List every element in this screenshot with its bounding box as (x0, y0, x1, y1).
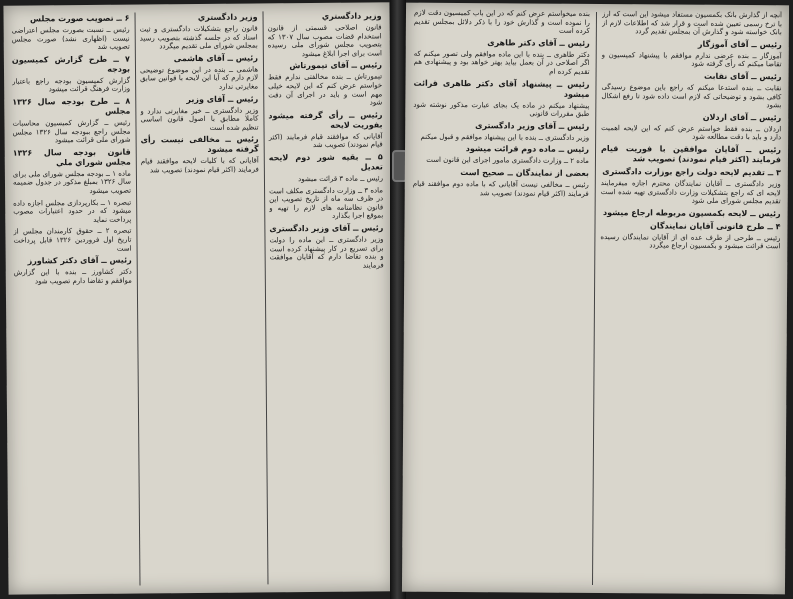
text-paragraph: ماده ۳ ــ وزارت دادگستری مکلف است در ظرف سه ماه از تاریخ تصویب این قانون نظامنامه های لازم را تهیه و بموقع اجرا بگذارد (269, 185, 384, 221)
text-paragraph: بنده میخواستم عرض کنم که در این باب کمیسیون دقت لازم را نموده است و گذارش خود را با ذکر دلائل بمجلس تقدیم کرده است (413, 8, 591, 36)
section-heading: رئيس ــ مخالفی نیست رأی گرفته میشود (140, 134, 259, 155)
section-heading: بعضی از نمایندگان ــ صحیح است (460, 167, 589, 178)
section-heading: ۵ ــ بقیه شور دوم لایحه تعدیل (268, 152, 383, 172)
section-heading: وزير دادگستري (197, 12, 258, 22)
text-paragraph: قانون اصلاحی قسمتی از قانون استخدام قضات مصوب سال ۱۳۰۷ که بتصویب مجلس شورای ملی رسیده است برای اجرا ابلاغ میشود (267, 23, 382, 58)
section-heading: ۶ ــ تصویب صورت مجلس (29, 13, 130, 24)
section-heading: رئيس ــ ماده دوم قرائت میشود (465, 144, 590, 155)
section-heading: ۴ ــ طرح قانونی آقایان نمایندگان (649, 221, 781, 232)
section-heading: ۸ ــ طرح بودجه سال ۱۳۲۶ مجلس (12, 96, 131, 116)
text-paragraph: رئيس ــ طرحی از طرف عده ای از آقایان نمایندگان رسیده است قرائت میشود و بکمسیون ارجاع میگردد (600, 232, 781, 251)
section-heading: رئيس ــ آقای هاشمی (173, 53, 258, 63)
section-heading: رئيس ــ آقای وزیر دادگستری (475, 120, 590, 131)
section-heading: وزير دادگستري (321, 11, 382, 21)
text-paragraph: پیشنهاد میکنم در ماده یک بجای عبارت مذکور نوشته شود طبق مقررات قانونی (413, 100, 590, 119)
right-page (402, 3, 789, 595)
text-paragraph: رئيس ــ ماده ۳ قرائت میشود (298, 174, 383, 184)
text-paragraph: آموزگار ــ بنده عرضی ندارم موافقم با پیشنهاد کمیسیون و تقاضا میکنم که رأی گرفته شود (601, 50, 782, 69)
section-heading: رئيس ــ آقای وزیر (186, 94, 259, 104)
text-paragraph: رئيس ــ نسبت بصورت مجلس اعتراضی نیست (اظهاری نشد) صورت مجلس تصویب شد (11, 25, 130, 52)
section-heading: رئيس ــ لایحه بکمسیون مربوطه ارجاع میشود (602, 207, 781, 219)
text-paragraph: تیمورتاش ــ بنده مخالفتی ندارم فقط خواستم عرض کنم که این لایحه خیلی مهم است و باید در اجرای آن دقت شود (268, 72, 383, 107)
section-heading: رئيس ــ آقاى دکتر طاهری (487, 38, 590, 48)
text-paragraph: قانون راجع بتشکیلات دادگستری و ثبت اسناد که در جلسه گذشته بتصویب رسید بمجلس شورای ملی تقدیم میگردد (139, 24, 258, 51)
text-paragraph: آقایانی که با کلیات لایحه موافقند قیام فرمایند (اکثر قیام نمودند) تصویب شد (140, 156, 259, 175)
left-page-column-2 (139, 9, 262, 587)
section-heading: رئيس ــ آقايان موافقين با فوريت قيام فرمايند (اكثر قيام نمودند) تصويب شد (601, 143, 782, 165)
left-page-column-1 (267, 8, 386, 586)
section-heading: رئيس ــ پیشنهاد آقای دکتر طاهری قرائت میشود (413, 78, 590, 99)
text-paragraph: هاشمی ــ بنده در این موضوع توضیحی لازم دارم که آیا این لایحه با قوانین سابق مغایرتی ندارد (139, 65, 259, 91)
text-paragraph: دکتر طاهری ــ بنده با این ماده موافقم ولی تصور میکنم که اگر اصلاحی در آن بعمل بیاید بهتر خواهد بود و پیشنهادی هم تقدیم کرده ام (413, 49, 590, 76)
text-paragraph: نقابت ــ بنده استدعا میکنم که راجع باین موضوع رسیدگی کافی بشود و توضیحاتی که لازم است داده شود تا رفع اشکال بشود (601, 83, 782, 110)
right-page-column-2 (410, 9, 590, 587)
section-heading: رئيس ــ آقای وزیر دادگستری (269, 223, 384, 234)
text-paragraph: ماده ۱ ــ بودجه مجلس شورای ملی برای سال ۱۳۲۶ بمبلغ مذکور در جدول ضمیمه تصویب میشود (12, 169, 132, 195)
column-rule (592, 12, 597, 585)
section-heading: رئيس ــ آقاى آموزگار (697, 39, 782, 50)
text-paragraph: آقایانی که موافقند قیام فرمایند (اکثر قیام نمودند) تصویب شد (268, 132, 383, 150)
text-paragraph: رئيس ــ مخالفی نیست آقایانی که با ماده دوم موافقند قیام فرمایند (اکثر قیام نمودند) تصویب شد (412, 179, 589, 198)
section-heading: رئيس ــ آقای اردلان (702, 112, 782, 123)
text-paragraph: وزیر دادگستری ــ بنده با این پیشنهاد موافقم و قبول میکنم (420, 132, 590, 142)
text-paragraph: رئيس ــ گزارش کمیسیون محاسبات مجلس راجع ببودجه سال ۱۳۲۶ مجلس شورای ملی قرائت میشود (12, 118, 131, 145)
left-page-column-3 (11, 11, 134, 589)
left-page (3, 2, 394, 594)
section-heading: رئيس ــ رأی گرفته میشود بفوريت لايحه (268, 110, 383, 130)
section-heading: رئيس ــ آقای نقابت (703, 71, 782, 82)
section-heading: ٣ ــ تقدیم لایحه دولت راجع بوزارت دادگستری (602, 166, 781, 178)
text-paragraph: تبصره ۱ ــ بکارپردازی مجلس اجازه داده میشود که در حدود اعتبارات مصوب پرداخت نماید (13, 198, 132, 224)
section-heading: رئيس ــ آقای تیمورتاش (289, 60, 383, 71)
text-paragraph: وزیر دادگستری ــ آقایان نمایندگان محترم اجازه میفرمایند لایحه ای که راجع بتشکیلات وزارت دادگستری تهیه شده است تقدیم مجلس شورای ملی شود (600, 178, 781, 206)
text-paragraph: گزارش کمیسیون بودجه راجع باعتبار وزارت فرهنگ قرائت میشود (12, 76, 131, 94)
text-paragraph: وزیر دادگستری ــ این ماده را دولت برای تسریع در کار پیشنهاد کرده است و بنده تقاضا دارم که آقایان موافقت فرمایند (269, 235, 384, 270)
text-paragraph: آنچه از گذارش بانک بکمسیون مستفاد میشود این است که ارز با ترخ رسمی تعیین شده است و قرار شد که اطلاعات لازم از بانک خواسته شود و گذارش آن بمجلس تقدیم گردد (601, 10, 783, 37)
text-paragraph: ماده ۲ ــ وزارت دادگستری مامور اجرای این قانون است (426, 156, 589, 166)
text-paragraph: تبصره ۲ ــ حقوق کارمندان مجلس از تاریخ اول فروردین ۱۳۲۶ قابل پرداخت است (13, 226, 132, 253)
right-page-column-1 (598, 10, 782, 588)
text-paragraph: وزیر دادگستری ــ خیر مغایرتی ندارد و کاملا مطابق با اصول قانون اساسی تنظیم شده است (140, 106, 259, 132)
section-heading: ۷ ــ طرح گزارش کمیسیون بودجه (11, 54, 131, 74)
section-heading: قانون بودجه سال ۱۳۲۶ مجلس شوراي ملي (12, 147, 131, 167)
text-paragraph: اردلان ــ بنده فقط خواستم عرض کنم که این لایحه اهمیت دارد و باید با دقت مطالعه شود (601, 123, 782, 142)
section-heading: رئيس ــ آقای دکتر کشاورز (27, 255, 132, 266)
text-paragraph: دکتر کشاورز ــ بنده با این گزارش موافقم و تقاضا دارم تصویب شود (13, 267, 132, 286)
